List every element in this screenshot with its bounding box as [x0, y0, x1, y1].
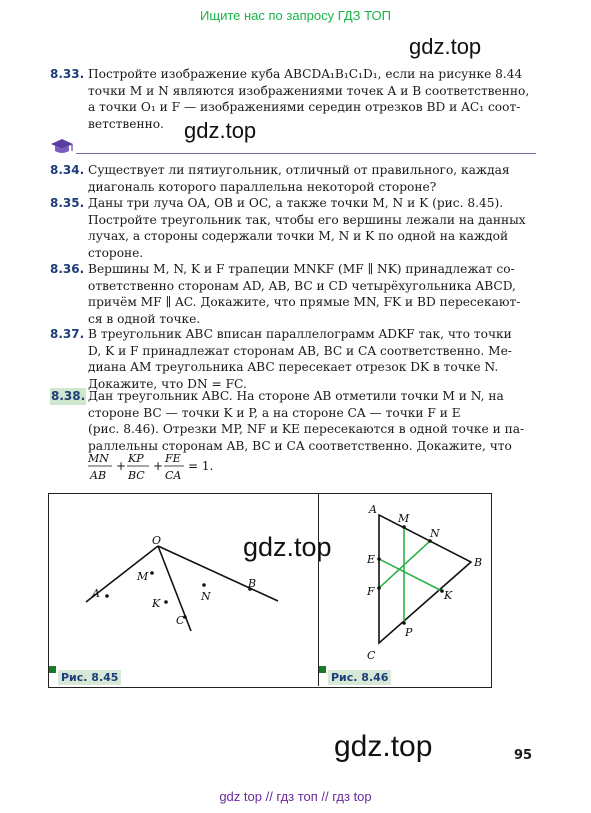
text-line: Существует ли пятиугольник, отличный от правильного, каждая — [88, 163, 510, 177]
figure-caption: Рис. 8.46 — [328, 670, 391, 685]
text-line: Докажите, что DN = FC. — [88, 376, 247, 391]
problem-text — [88, 66, 536, 132]
caption-marker-icon — [49, 666, 56, 673]
point-label: C — [367, 649, 376, 662]
top-banner[interactable]: Ищите нас по запросу ГДЗ ТОП — [200, 8, 391, 23]
text-line: Дан треугольник ABC. На стороне AB отметили точки M и N, на — [88, 389, 504, 403]
point-label: E — [367, 553, 376, 566]
problem-text — [88, 162, 536, 195]
text-line: Вершины M, N, K и F трапеции MNKF (MF ∥ NK) принадлежат со- — [88, 262, 515, 276]
point-label: F — [367, 585, 375, 598]
graduation-cap-icon — [50, 138, 74, 156]
plus-sign: + — [153, 459, 164, 473]
problem-number: 8.38. — [51, 389, 86, 403]
point-label: A — [369, 503, 377, 516]
problem-8-36 — [50, 261, 536, 327]
text-line: стороне. — [88, 245, 144, 260]
text-line: диана AM треугольника ABC пересекает отрезок DK в точке N. — [88, 360, 499, 375]
problem-text — [88, 388, 536, 454]
text-line: Постройте изображение куба ABCDA₁B₁C₁D₁, если на рисунке 8.44 — [88, 67, 523, 81]
point-label: K — [444, 589, 453, 602]
point-label: C — [176, 614, 185, 627]
point-label: K — [152, 597, 161, 610]
text-line: Даны три луча OA, OB и OC, а также точки M, N и K (рис. 8.45). — [88, 196, 504, 210]
frac-numerator: KP — [128, 452, 144, 465]
text-line: раллельны сторонам AB, BC и CA соответственно. Докажите, что — [88, 438, 512, 453]
text-line: В треугольник ABC вписан параллелограмм ADKF так, что точки — [88, 327, 512, 341]
figure-8-46 — [318, 493, 490, 686]
frac-denominator: CA — [165, 469, 182, 482]
watermark: gdz.top — [184, 118, 257, 143]
point-label: A — [92, 587, 100, 600]
text-line: ся в одной точке. — [88, 311, 201, 326]
point-label: O — [152, 534, 162, 547]
frac-denominator: BC — [128, 469, 145, 482]
text-line: (рис. 8.46). Отрезки MP, NF и KE пересекаются в одной точке и па- — [88, 422, 525, 437]
problem-text — [88, 326, 536, 392]
figure-8-45 — [48, 493, 318, 686]
problem-8-38 — [50, 388, 536, 454]
point-label: N — [201, 590, 211, 603]
text-line: D, K и F принадлежат сторонам AB, BC и CA соответственно. Ме- — [88, 343, 512, 358]
plus-sign: + — [116, 459, 127, 473]
text-line: ответственно сторонам AD, AB, BC и CD четырёхугольника ABCD, — [88, 278, 516, 293]
text-line: Постройте треугольник так, чтобы его вершины лежали на данных — [88, 212, 526, 227]
problem-text — [88, 195, 536, 261]
frac-denominator: AB — [90, 469, 107, 482]
point-label: M — [398, 512, 410, 525]
ratio-formula — [88, 449, 228, 485]
problem-number: 8.35. — [50, 196, 85, 210]
page-number: 95 — [514, 748, 533, 763]
watermark: gdz.top — [334, 730, 433, 763]
point-label: B — [474, 556, 483, 569]
point-label: P — [405, 626, 413, 639]
text-line: стороне BC — точки K и P, а на стороне CA — точки F и E — [88, 405, 461, 420]
section-divider — [76, 153, 536, 154]
text-line: лучах, а стороны содержали точки M, N и K по одной на каждой — [88, 229, 509, 244]
frac-numerator: FE — [165, 452, 181, 465]
problem-text — [88, 261, 536, 327]
text-line: а точки O₁ и F — изображениями середин отрезков BD и AC₁ соот- — [88, 100, 521, 115]
problem-number: 8.36. — [50, 262, 85, 276]
watermark: gdz.top — [243, 532, 332, 562]
text-line: диагональ которого параллельна некоторой стороне? — [88, 179, 437, 194]
problem-number: 8.34. — [50, 163, 85, 177]
point-label: M — [137, 570, 149, 583]
problem-number: 8.33. — [50, 67, 85, 81]
problem-8-34 — [50, 162, 536, 195]
problem-8-35 — [50, 195, 536, 261]
text-line: ветственно. — [88, 116, 164, 131]
figure-caption: Рис. 8.45 — [58, 670, 121, 685]
watermark: gdz.top — [409, 34, 482, 59]
problem-number: 8.37. — [50, 327, 85, 341]
point-label: N — [430, 527, 440, 540]
footer-link[interactable]: gdz top // гдз топ // гдз top — [219, 789, 372, 804]
problem-8-33 — [50, 66, 536, 132]
point-label: B — [248, 577, 257, 590]
problem-8-37 — [50, 326, 536, 392]
frac-numerator: MN — [88, 452, 109, 465]
text-line: причём MF ∥ AC. Докажите, что прямые MN, FK и BD пересекают- — [88, 295, 521, 310]
text-line: точки M и N являются изображениями точек A и B соответственно, — [88, 83, 530, 98]
equals-one: = 1. — [188, 459, 214, 473]
caption-marker-icon — [319, 666, 326, 673]
